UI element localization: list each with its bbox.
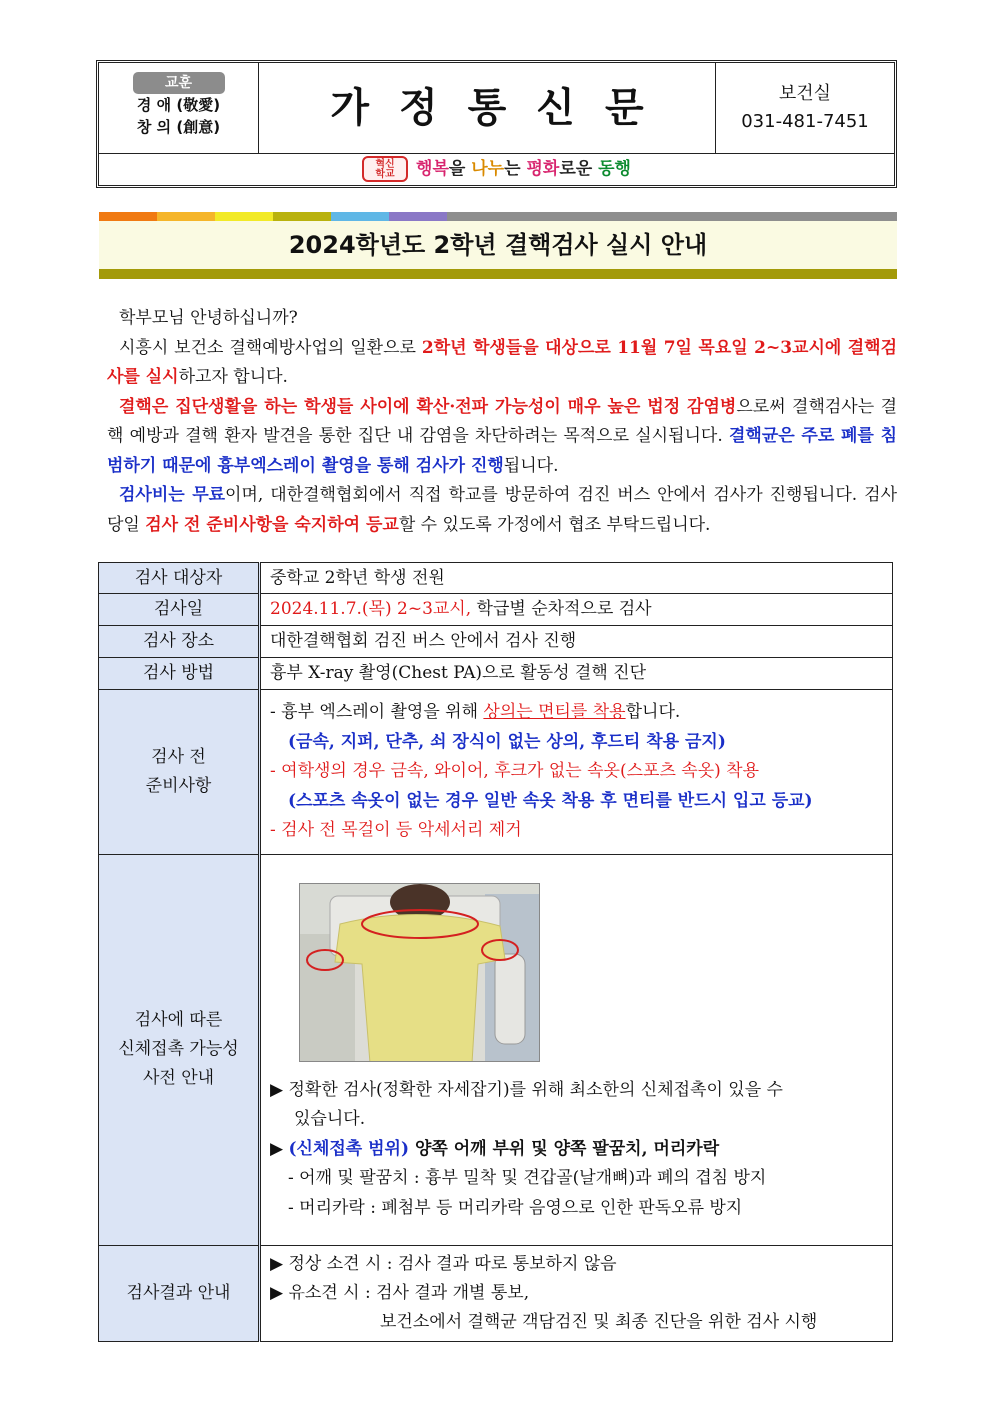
intro-paragraph-1 [107,334,897,393]
label-line: 준비사항 [145,775,212,796]
row-label: 검사 장소 [99,626,260,658]
prep-line: - 검사 전 목걸이 등 악세서리 제거 [270,820,522,840]
slogan-word: 을 [448,159,472,179]
table-row [99,594,893,626]
text-run: - 흉부 엑스레이 촬영을 위해 [270,702,484,722]
exam-date: 2024.11.7.(목) 2~3교시, [270,599,472,619]
text-run-emphasis: 검사 전 준비사항을 숙지하여 등교 [145,514,399,535]
school-slogan [99,154,894,185]
row-label: 검사일 [99,594,260,626]
notice-line [270,1135,892,1165]
table-row [99,854,893,1245]
result-line: 보건소에서 결핵균 객담검진 및 최종 진단을 위한 검사 시행 [380,1311,818,1332]
notice-line: - 어깨 및 팔꿈치 : 흉부 밀착 및 견갑골(날개뼈)과 폐의 겹침 방지 [288,1168,767,1188]
text-run: 할 수 있도록 가정에서 협조 부탁드립니다. [398,514,711,535]
label-line: 검사 전 [151,746,206,767]
text-run: ▶ [270,1138,289,1159]
xray-posture-illustration [300,884,540,1062]
slogan-word: 는 [504,159,527,179]
text-run: 으로써 결핵검사는 결핵 예방과 결핵 환자 발견을 통한 집단 내 감염을 차단하려는 목적으로 실시됩니다. [107,396,897,446]
row-value: 대한결핵협회 검진 버스 안에서 검사 진행 [260,626,893,658]
intro-paragraph-2 [107,393,897,482]
row-value: 흉부 X-ray 촬영(Chest PA)으로 활동성 결핵 진단 [260,658,893,690]
contact-info-cell [260,854,893,1245]
newsletter-title-cell [259,63,716,154]
newsletter-title: 가정통신문 [330,85,674,131]
row-label: 검사 방법 [99,658,260,690]
table-row [99,658,893,690]
text-run-emphasis: 결핵균은 주로 폐를 침범하기 때문에 흉부엑스레이 촬영을 통해 검사가 진행 [107,426,897,476]
table-row [99,563,893,594]
office-name: 보건실 [778,83,832,104]
text-run-emphasis: 결핵은 집단생활을 하는 학생들 사이에 확산·전파 가능성이 매우 높은 법정 감염병 [119,396,737,417]
label-line: 사전 안내 [142,1068,215,1088]
text-run: 이며, 대한결핵협회에서 직접 학교를 방문하여 검진 버스 안에서 검사가 진행됩니다. 검사 당일 [107,485,897,535]
row-label: 검사결과 안내 [99,1245,260,1341]
badge-text-bottom: 학교 [375,169,395,180]
title-underline [99,269,897,279]
header-top-row [99,63,894,154]
prep-line: - 여학생의 경우 금속, 와이어, 후크가 없는 속옷(스포츠 속옷) 착용 [270,761,759,781]
greeting: 학부모님 안녕하십니까? [119,308,298,328]
label-line: 검사에 따른 [134,1010,223,1030]
row-label [99,854,260,1245]
row-label [99,690,260,855]
text-run: 시흥시 보건소 결핵예방사업의 일환으로 [119,337,422,358]
school-motto [99,63,259,154]
prep-line: (스포츠 속옷이 없는 경우 일반 속옷 착용 후 면티를 반드시 입고 등교) [288,790,813,811]
motto-badge: 교훈 [133,72,225,94]
row-value: 중학교 2학년 학생 전원 [260,563,893,594]
text-run: 하고자 합니다. [178,367,288,387]
table-row [99,626,893,658]
notice-line: ▶ 정확한 검사(정확한 자세잡기)를 위해 최소한의 신체접촉이 있을 수 [270,1079,783,1100]
table-row [99,690,893,855]
text-run: 양쪽 어깨 부위 및 양쪽 팔꿈치, 머리카락 [409,1138,720,1159]
slogan-word: 평화 [526,159,560,179]
slogan-word: 나누 [471,159,505,179]
intro-paragraph-3 [107,481,897,540]
preparation-instructions [260,690,893,855]
result-line: ▶ 유소견 시 : 검사 결과 개별 통보, [270,1282,530,1303]
text-run-emphasis: 검사비는 무료 [119,485,226,505]
prep-line [270,698,892,728]
contact-notice [261,1062,892,1234]
row-label: 검사 대상자 [99,563,260,594]
label-line: 신체접촉 가능성 [118,1039,239,1059]
office-contact [716,63,894,154]
text-run-emphasis: 상의는 면티를 착용 [483,702,626,722]
text-run: 됩니다. [503,455,559,476]
xray-posture-photo [299,883,540,1062]
prep-line: (금속, 지퍼, 단추, 쇠 장식이 없는 상의, 후드티 착용 금지) [288,731,726,752]
text-run: 합니다. [625,702,681,722]
document-title: 2024학년도 2학년 결핵검사 실시 안내 [99,221,897,269]
table-row [99,1245,893,1341]
decorative-color-strip [99,212,897,221]
exam-date-detail: 학급별 순차적으로 검사 [471,599,652,619]
badge-text-top: 혁신 [375,159,395,170]
motto-line-2: 창 의 (創意) [136,118,221,136]
result-info-cell [260,1245,893,1341]
newsletter-header [96,60,897,188]
slogan-word: 동행 [598,159,631,179]
row-value [260,594,893,626]
exam-info-table [98,562,893,1342]
slogan-word: 행복 [416,159,449,179]
result-line: ▶ 정상 소견 시 : 검사 결과 따로 통보하지 않음 [270,1253,617,1274]
notice-line: 있습니다. [294,1109,366,1129]
slogan-word: 로운 [559,159,599,179]
intro-text [107,304,897,540]
innovation-school-badge [362,156,408,182]
motto-line-1: 경 애 (敬愛) [136,96,221,114]
notice-line: - 머리카락 : 폐첨부 등 머리카락 음영으로 인한 판독오류 방지 [288,1197,743,1218]
office-phone: 031-481-7451 [741,111,869,132]
text-run-emphasis: 2학년 학생들을 대상으로 11월 7일 목요일 2~3교시에 결핵검사를 실시 [107,337,897,387]
text-run-emphasis: (신체접촉 범위) [288,1138,410,1159]
